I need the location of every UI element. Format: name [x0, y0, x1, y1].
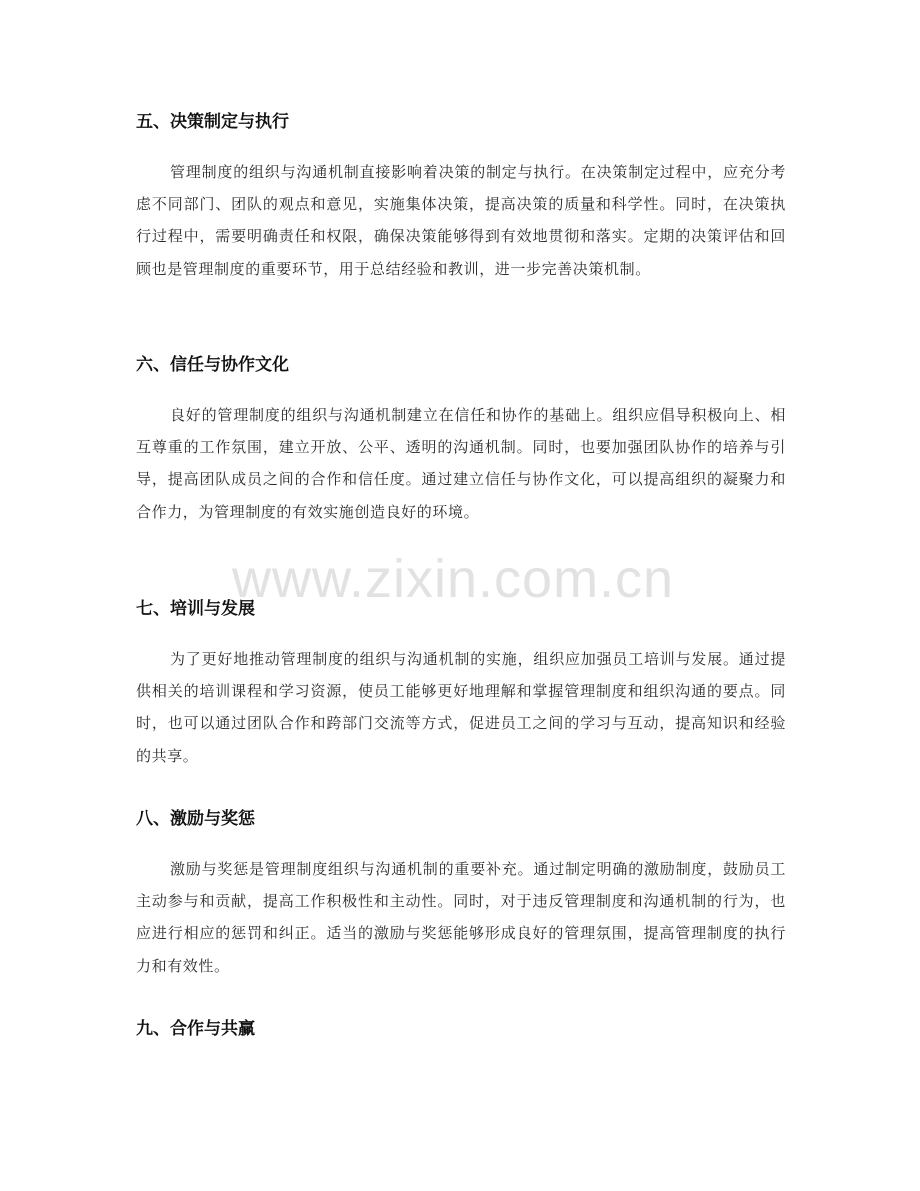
section-body-incentives: 激励与奖惩是管理制度组织与沟通机制的重要补充。通过制定明确的激励制度，鼓励员工主动参与和贡献，提高工作积极性和主动性。同时，对于违反管理制度和沟通机制的行为，也应进行相应的惩罚和纠正。适当的激励与奖惩能够形成良好的管理氛围，提高管理制度的执行力和有效性。: [136, 860, 786, 975]
section-body-trust: 良好的管理制度的组织与沟通机制建立在信任和协作的基础上。组织应倡导积极向上、相互尊重的工作氛围，建立开放、公平、透明的沟通机制。同时，也要加强团队协作的培养与引导，提高团队成员之间的合作和信任度。通过建立信任与协作文化，可以提高组织的凝聚力和合作力，为管理制度的有效实施创造良好的环境。: [136, 406, 786, 521]
section-body-decision: 管理制度的组织与沟通机制直接影响着决策的制定与执行。在决策制定过程中，应充分考虑不同部门、团队的观点和意见，实施集体决策，提高决策的质量和科学性。同时，在决策执行过程中，需要明确责任和权限，确保决策能够得到有效地贯彻和落实。定期的决策评估和回顾也是管理制度的重要环节，用于总结经验和教训，进一步完善决策机制。: [136, 163, 786, 278]
section-body-training: 为了更好地推动管理制度的组织与沟通机制的实施，组织应加强员工培训与发展。通过提供相关的培训课程和学习资源，使员工能够更好地理解和掌握管理制度和组织沟通的要点。同时，也可以通过团队合作和跨部门交流等方式，促进员工之间的学习与互动，提高知识和经验的共享。: [136, 650, 786, 765]
section-heading-cooperation: 九、合作与共赢: [136, 1019, 255, 1039]
section-heading-incentives: 八、激励与奖惩: [136, 809, 255, 829]
section-heading-trust: 六、信任与协作文化: [136, 355, 289, 375]
section-heading-training: 七、培训与发展: [136, 599, 255, 619]
watermark: www.zixin.com.cn: [232, 549, 675, 609]
section-heading-decision: 五、决策制定与执行: [136, 112, 289, 132]
